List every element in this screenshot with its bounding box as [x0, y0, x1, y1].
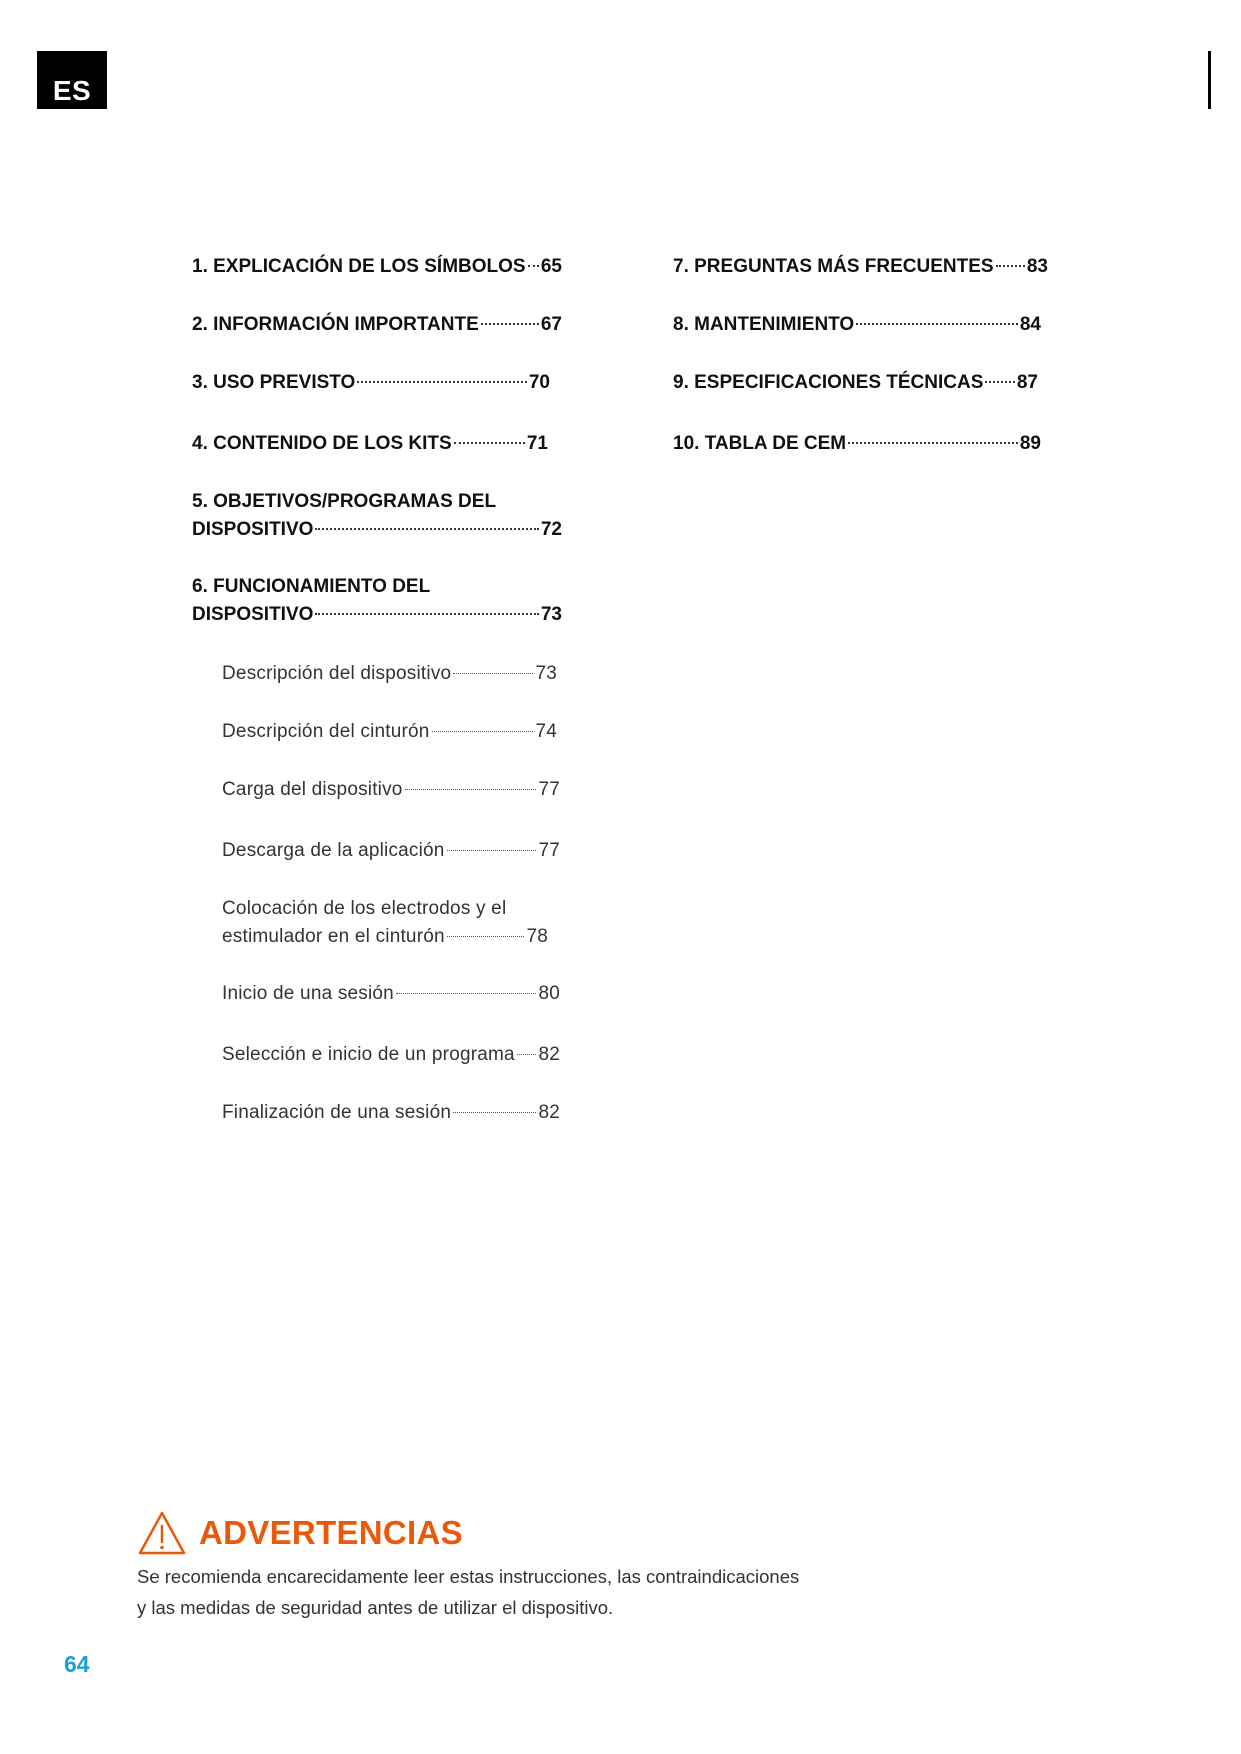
- toc-leader: [432, 731, 534, 732]
- toc-entry-6[interactable]: [192, 573, 562, 629]
- page-number: 64: [64, 1651, 90, 1677]
- toc-leader: [856, 323, 1018, 325]
- toc-leader: [454, 442, 525, 444]
- toc-subentry-6[interactable]: [222, 980, 560, 1008]
- toc-page: 71: [526, 433, 548, 454]
- toc-label-line1: 6. FUNCIONAMIENTO DEL: [192, 576, 431, 597]
- language-tab: ES: [37, 51, 107, 109]
- toc-leader: [985, 381, 1014, 383]
- toc-leader: [396, 993, 537, 994]
- warning-text-line2: y las medidas de seguridad antes de utilizar el dispositivo.: [137, 1597, 614, 1618]
- toc-label: Descripción del cinturón: [222, 721, 430, 742]
- toc-leader: [447, 850, 537, 851]
- corner-marker: [1208, 51, 1211, 109]
- toc-page: 72: [540, 519, 562, 540]
- toc-label-line2: DISPOSITIVO: [192, 519, 314, 540]
- toc-subentry-8[interactable]: [222, 1099, 560, 1127]
- toc-label: 4. CONTENIDO DE LOS KITS: [192, 433, 452, 454]
- toc-leader: [405, 789, 537, 790]
- toc-label-line1: 5. OBJETIVOS/PROGRAMAS DEL: [192, 491, 497, 512]
- toc-leader: [315, 528, 538, 530]
- toc-entry-7[interactable]: [673, 253, 1048, 281]
- toc-label: 10. TABLA DE CEM: [673, 433, 847, 454]
- toc-label: 1. EXPLICACIÓN DE LOS SÍMBOLOS: [192, 256, 526, 277]
- toc-leader: [447, 936, 525, 937]
- toc-label: Finalización de una sesión: [222, 1102, 452, 1123]
- toc-label-line2: DISPOSITIVO: [192, 604, 314, 625]
- toc-label: 7. PREGUNTAS MÁS FRECUENTES: [673, 256, 994, 277]
- toc-leader: [481, 323, 539, 325]
- toc-entry-1[interactable]: [192, 253, 562, 281]
- toc-entry-5[interactable]: [192, 488, 562, 544]
- toc-page: 83: [1026, 256, 1048, 277]
- toc-page: 89: [1019, 433, 1041, 454]
- toc-leader: [996, 265, 1025, 267]
- toc-entry-2[interactable]: [192, 311, 562, 339]
- toc-page: 82: [538, 1102, 560, 1123]
- toc-page: 67: [540, 314, 562, 335]
- toc-page: 82: [538, 1044, 560, 1065]
- toc-subentry-4[interactable]: [222, 837, 560, 865]
- toc-label: 3. USO PREVISTO: [192, 372, 356, 393]
- toc-leader: [517, 1054, 537, 1055]
- toc-label-line1: Colocación de los electrodos y el: [222, 898, 507, 919]
- toc-subentry-3[interactable]: [222, 776, 560, 804]
- warning-text: [137, 1561, 857, 1623]
- toc-leader: [315, 613, 538, 615]
- toc-entry-3[interactable]: [192, 369, 550, 397]
- toc-entry-4[interactable]: [192, 430, 548, 458]
- toc-page: 73: [540, 604, 562, 625]
- toc-subentry-7[interactable]: [222, 1041, 560, 1069]
- toc-label-line2: estimulador en el cinturón: [222, 926, 445, 947]
- toc-subentry-2[interactable]: [222, 718, 557, 746]
- toc-label: 9. ESPECIFICACIONES TÉCNICAS: [673, 372, 984, 393]
- toc-label: Descarga de la aplicación: [222, 840, 445, 861]
- toc-subentry-1[interactable]: [222, 660, 557, 688]
- warning-title: ADVERTENCIAS: [199, 1514, 463, 1551]
- toc-label: Carga del dispositivo: [222, 779, 403, 800]
- toc-page: 77: [538, 779, 560, 800]
- toc-page: 74: [535, 721, 557, 742]
- toc-label: 8. MANTENIMIENTO: [673, 314, 855, 335]
- toc-leader: [357, 381, 527, 383]
- toc-subentry-5[interactable]: [222, 895, 548, 951]
- toc-page: 77: [538, 840, 560, 861]
- toc-label: Inicio de una sesión: [222, 983, 394, 1004]
- toc-page: 80: [538, 983, 560, 1004]
- toc-leader: [848, 442, 1018, 444]
- toc-leader: [453, 673, 533, 674]
- toc-page: 78: [526, 926, 548, 947]
- toc-page: 84: [1019, 314, 1041, 335]
- toc-page: 70: [528, 372, 550, 393]
- toc-leader: [528, 265, 539, 267]
- warning-triangle-icon: [137, 1510, 187, 1556]
- toc-label: 2. INFORMACIÓN IMPORTANTE: [192, 314, 479, 335]
- toc-entry-9[interactable]: [673, 369, 1038, 397]
- warning-header: [137, 1510, 463, 1556]
- toc-page: 73: [535, 663, 557, 684]
- toc-leader: [453, 1112, 536, 1113]
- toc-page: 87: [1016, 372, 1038, 393]
- toc-label: Descripción del dispositivo: [222, 663, 452, 684]
- toc-page: 65: [540, 256, 562, 277]
- toc-entry-8[interactable]: [673, 311, 1041, 339]
- warning-text-line1: Se recomienda encarecidamente leer estas instrucciones, las contraindicaciones: [137, 1566, 800, 1587]
- toc-label: Selección e inicio de un programa: [222, 1044, 515, 1065]
- toc-entry-10[interactable]: [673, 430, 1041, 458]
